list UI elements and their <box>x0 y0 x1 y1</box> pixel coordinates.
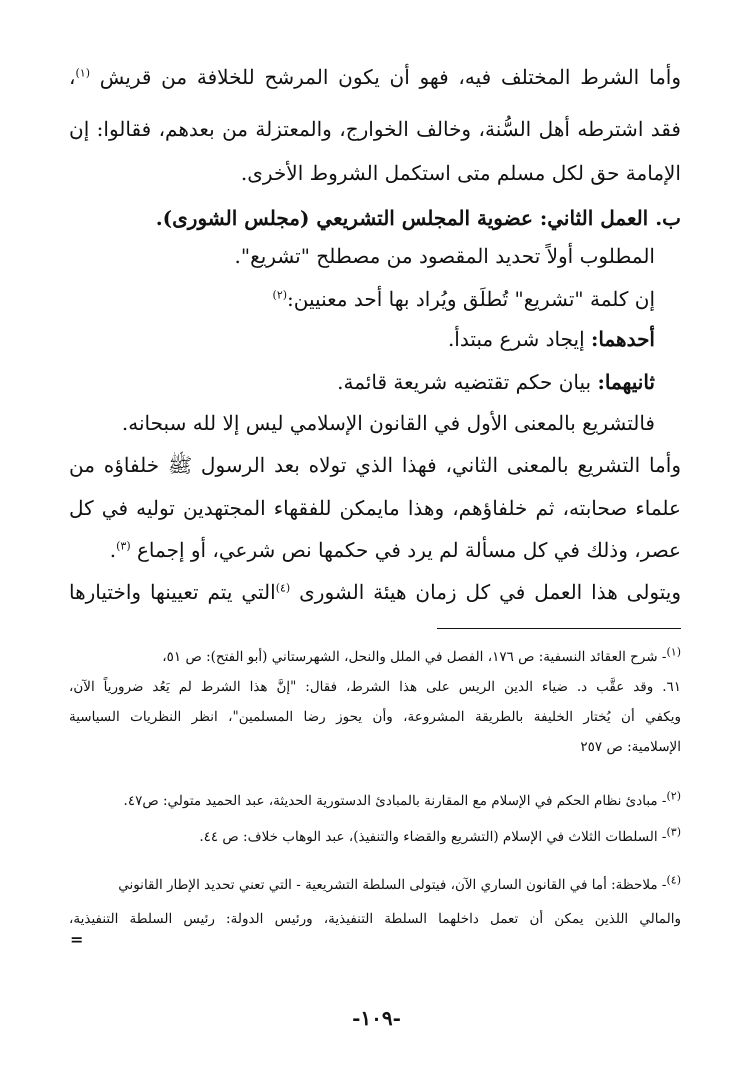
body-line-13: ويتولى هذا العمل في كل زمان هيئة الشورى $^{(٤)}$التي يتم تعيينها واختيارها <box>69 580 681 604</box>
item-text: بيان حكم تقتضيه شريعة قائمة. <box>337 370 592 394</box>
footnote-4-line-1: $^{(٤)}$- ملاحظة: أما في القانون الساري الآن، فيتولى السلطة التشريعية - التي تعني تحديد الإطار القانوني <box>118 874 681 893</box>
footnote-1-line-4: الإسلامية: ص ٢٥٧ <box>580 739 681 755</box>
body-line-6: إن كلمة "تشريع" تُطلَق ويُراد بها أحد معنيين:$^{(٢)}$ <box>272 287 655 311</box>
footnote-1-line-3: ويكفي أن يُختار الخليفة بالطريقة المشروعة، وأن يحوز رضا المسلمين"، انظر النظريات السياسية <box>69 709 681 725</box>
footnote-number-1: (١) <box>666 646 681 659</box>
footnote-2: $^{(٢)}$- مبادئ نظام الحكم في الإسلام مع المقارنة بالمبادئ الدستورية الحديثة، عبد الحميد متولي: ص٤٧. <box>123 790 681 809</box>
body-line-9: فالتشريع بالمعنى الأول في القانون الإسلامي ليس إلا لله سبحانه. <box>121 411 655 435</box>
body-line-5: المطلوب أولاً تحديد المقصود من مصطلح "تشريع". <box>234 244 655 268</box>
footnote-number-4: (٤) <box>666 874 681 887</box>
footnote-ref-4[interactable]: (٤) <box>275 581 291 595</box>
item-label: ثانيهما: <box>597 370 655 394</box>
section-heading: ب. العمل الثاني: عضوية المجلس التشريعي (مجلس الشورى). <box>155 206 681 230</box>
page-number: -١٠٩- <box>352 1006 401 1030</box>
continuation-mark: = <box>70 930 84 949</box>
body-line-10: وأما التشريع بالمعنى الثاني، فهذا الذي تولاه بعد الرسول ﷺ خلفاؤه من <box>69 453 681 477</box>
footnote-ref-2[interactable]: (٢) <box>272 288 288 302</box>
body-line-3: الإمامة حق لكل مسلم متى استكمل الشروط الأخرى. <box>240 161 681 185</box>
body-line-12: عصر، وذلك في كل مسألة لم يرد في حكمها نص شرعي، أو إجماع $^{(٣)}$. <box>109 538 681 562</box>
footnote-number-2: (٢) <box>666 790 681 803</box>
footnote-4-line-2: والمالي اللذين يمكن أن تعمل داخلهما السلطة التنفيذية، ورئيس الدولة: رئيس السلطة التنفيذية، <box>69 911 681 927</box>
body-line-2: فقد اشترطه أهل السُّنة، وخالف الخوارج، والمعتزلة من بعدهم، فقالوا: إن <box>69 117 681 141</box>
body-line-1: وأما الشرط المختلف فيه، فهو أن يكون المرشح للخلافة من قريش $^{(١)}$، <box>69 65 681 89</box>
footnote-number-3: (٣) <box>666 826 681 839</box>
definition-item-2 <box>69 367 655 397</box>
item-text: إيجاد شرع مبتدأ. <box>447 327 585 351</box>
footnote-separator <box>437 628 681 629</box>
item-label: أحدهما: <box>590 327 655 351</box>
footnote-3: $^{(٣)}$- السلطات الثلاث في الإسلام (التشريع والقضاء والتنفيذ)، عبد الوهاب خلاف: ص ٤٤. <box>199 826 681 845</box>
footnote-1-line-1: $^{(١)}$- شرح العقائد النسفية: ص ١٧٦، الفصل في الملل والنحل، الشهرستاني (أبو الفتح): ص ٥١، <box>162 646 681 665</box>
body-line-11: علماء صحابته، ثم خلفاؤهم، وهذا مايمكن للفقهاء المجتهدين توليه في كل <box>69 496 681 520</box>
footnote-ref-3[interactable]: (٣) <box>116 539 131 553</box>
definition-item-1 <box>69 324 655 354</box>
footnote-1-line-2: ٦١. وقد عقَّب د. ضياء الدين الريس على هذا الشرط، فقال: "إنَّ هذا الشرط لم يَعُد ضرورياً الآن، <box>69 679 681 695</box>
footnote-ref-1[interactable]: (١) <box>75 66 90 80</box>
